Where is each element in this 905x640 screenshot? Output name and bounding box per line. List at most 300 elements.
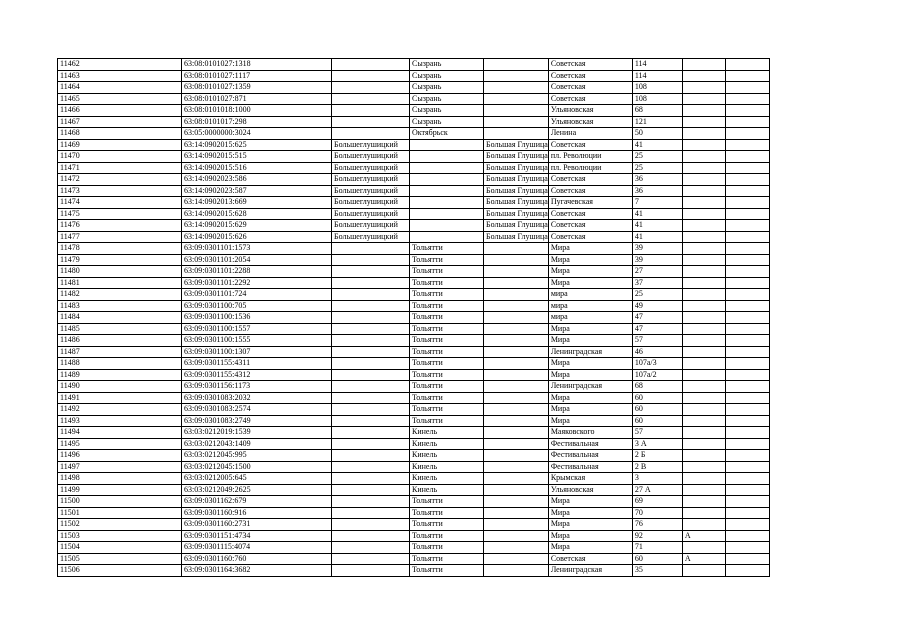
street-cell: Мира — [548, 496, 632, 508]
extra-cell — [725, 484, 769, 496]
city-cell — [410, 174, 484, 186]
cadastral-number-cell: 63:14:0902023:587 — [182, 185, 332, 197]
building-letter-cell — [682, 128, 725, 140]
city-cell: Тольятти — [410, 565, 484, 577]
cadastral-number-cell: 63:09:0301100:1557 — [182, 323, 332, 335]
row-number-cell: 11465 — [58, 93, 182, 105]
street-cell: Мира — [548, 243, 632, 255]
cadastral-number-cell: 63:09:0301101:2292 — [182, 277, 332, 289]
cadastral-number-cell: 63:14:0902013:669 — [182, 197, 332, 209]
cadastral-number-cell: 63:09:0301164:3682 — [182, 565, 332, 577]
house-number-cell: 107а/3 — [632, 358, 682, 370]
city-cell: Сызрань — [410, 59, 484, 71]
settlement-cell: Большая Глушица — [484, 220, 549, 232]
cadastral-number-cell: 63:08:0101027:1359 — [182, 82, 332, 94]
table-row — [58, 220, 770, 232]
city-cell: Тольятти — [410, 323, 484, 335]
district-cell — [332, 277, 410, 289]
city-cell: Сызрань — [410, 105, 484, 117]
extra-cell — [725, 427, 769, 439]
extra-cell — [725, 473, 769, 485]
settlement-cell — [484, 128, 549, 140]
extra-cell — [725, 116, 769, 128]
table-row — [58, 59, 770, 71]
cadastral-number-cell: 63:09:0301160:2731 — [182, 519, 332, 531]
district-cell — [332, 438, 410, 450]
building-letter-cell — [682, 323, 725, 335]
table-row — [58, 542, 770, 554]
settlement-cell — [484, 392, 549, 404]
street-cell: пл. Революции — [548, 151, 632, 163]
settlement-cell — [484, 507, 549, 519]
row-number-cell: 11480 — [58, 266, 182, 278]
cadastral-number-cell: 63:08:0101027:1318 — [182, 59, 332, 71]
settlement-cell — [484, 289, 549, 301]
district-cell — [332, 369, 410, 381]
extra-cell — [725, 461, 769, 473]
house-number-cell: 25 — [632, 289, 682, 301]
cadastral-number-cell: 63:09:0301101:1573 — [182, 243, 332, 255]
extra-cell — [725, 496, 769, 508]
city-cell: Тольятти — [410, 254, 484, 266]
building-letter-cell — [682, 70, 725, 82]
row-number-cell: 11469 — [58, 139, 182, 151]
settlement-cell — [484, 116, 549, 128]
building-letter-cell — [682, 116, 725, 128]
house-number-cell: 2 Б — [632, 450, 682, 462]
row-number-cell: 11467 — [58, 116, 182, 128]
building-letter-cell — [682, 335, 725, 347]
table-row — [58, 450, 770, 462]
city-cell: Тольятти — [410, 346, 484, 358]
row-number-cell: 11470 — [58, 151, 182, 163]
extra-cell — [725, 404, 769, 416]
extra-cell — [725, 128, 769, 140]
street-cell: Мира — [548, 335, 632, 347]
street-cell: Ленина — [548, 128, 632, 140]
table-row — [58, 553, 770, 565]
table-row — [58, 289, 770, 301]
extra-cell — [725, 59, 769, 71]
row-number-cell: 11493 — [58, 415, 182, 427]
city-cell: Тольятти — [410, 530, 484, 542]
cadastral-number-cell: 63:14:0902023:586 — [182, 174, 332, 186]
building-letter-cell — [682, 450, 725, 462]
extra-cell — [725, 300, 769, 312]
settlement-cell — [484, 369, 549, 381]
settlement-cell — [484, 565, 549, 577]
extra-cell — [725, 369, 769, 381]
table-row — [58, 254, 770, 266]
settlement-cell — [484, 105, 549, 117]
extra-cell — [725, 220, 769, 232]
row-number-cell: 11474 — [58, 197, 182, 209]
row-number-cell: 11494 — [58, 427, 182, 439]
table-row — [58, 231, 770, 243]
cadastral-number-cell: 63:03:0212049:2625 — [182, 484, 332, 496]
house-number-cell: 70 — [632, 507, 682, 519]
district-cell — [332, 427, 410, 439]
table-row — [58, 507, 770, 519]
settlement-cell — [484, 254, 549, 266]
row-number-cell: 11478 — [58, 243, 182, 255]
row-number-cell: 11501 — [58, 507, 182, 519]
district-cell — [332, 553, 410, 565]
district-cell: Большеглушицкий — [332, 162, 410, 174]
cadastral-number-cell: 63:09:0301100:1555 — [182, 335, 332, 347]
district-cell — [332, 392, 410, 404]
cadastral-number-cell: 63:09:0301160:760 — [182, 553, 332, 565]
row-number-cell: 11481 — [58, 277, 182, 289]
table-row — [58, 565, 770, 577]
house-number-cell: 3 А — [632, 438, 682, 450]
table-row — [58, 174, 770, 186]
table-row — [58, 323, 770, 335]
extra-cell — [725, 542, 769, 554]
settlement-cell: Большая Глушица — [484, 185, 549, 197]
district-cell — [332, 82, 410, 94]
row-number-cell: 11499 — [58, 484, 182, 496]
house-number-cell: 68 — [632, 105, 682, 117]
settlement-cell — [484, 404, 549, 416]
house-number-cell: 60 — [632, 392, 682, 404]
district-cell — [332, 404, 410, 416]
building-letter-cell: А — [682, 530, 725, 542]
city-cell: Октябрьск — [410, 128, 484, 140]
street-cell: Советская — [548, 93, 632, 105]
city-cell: Кинель — [410, 427, 484, 439]
district-cell — [332, 358, 410, 370]
cadastral-number-cell: 63:03:0212005:645 — [182, 473, 332, 485]
cadastral-number-cell: 63:08:0101018:1000 — [182, 105, 332, 117]
row-number-cell: 11495 — [58, 438, 182, 450]
city-cell: Тольятти — [410, 312, 484, 324]
city-cell: Тольятти — [410, 369, 484, 381]
building-letter-cell — [682, 381, 725, 393]
district-cell — [332, 289, 410, 301]
table-row — [58, 312, 770, 324]
building-letter-cell — [682, 300, 725, 312]
cadastral-number-cell: 63:09:0301162:679 — [182, 496, 332, 508]
settlement-cell — [484, 484, 549, 496]
district-cell — [332, 461, 410, 473]
table-row — [58, 128, 770, 140]
extra-cell — [725, 197, 769, 209]
extra-cell — [725, 70, 769, 82]
street-cell: Советская — [548, 139, 632, 151]
district-cell: Большеглушицкий — [332, 185, 410, 197]
table-row — [58, 369, 770, 381]
table-row — [58, 392, 770, 404]
house-number-cell: 3 — [632, 473, 682, 485]
extra-cell — [725, 266, 769, 278]
row-number-cell: 11466 — [58, 105, 182, 117]
house-number-cell: 36 — [632, 174, 682, 186]
cadastral-number-cell: 63:03:0212019:1539 — [182, 427, 332, 439]
table-row — [58, 266, 770, 278]
house-number-cell: 25 — [632, 162, 682, 174]
row-number-cell: 11473 — [58, 185, 182, 197]
street-cell: Советская — [548, 208, 632, 220]
row-number-cell: 11504 — [58, 542, 182, 554]
building-letter-cell — [682, 59, 725, 71]
district-cell — [332, 59, 410, 71]
street-cell: Маяковского — [548, 427, 632, 439]
street-cell: Ленинградская — [548, 565, 632, 577]
house-number-cell: 25 — [632, 151, 682, 163]
cadastral-number-cell: 63:03:0212045:1500 — [182, 461, 332, 473]
settlement-cell — [484, 519, 549, 531]
table-row — [58, 197, 770, 209]
settlement-cell — [484, 277, 549, 289]
building-letter-cell — [682, 105, 725, 117]
table-row — [58, 461, 770, 473]
building-letter-cell — [682, 496, 725, 508]
city-cell: Тольятти — [410, 542, 484, 554]
settlement-cell — [484, 381, 549, 393]
house-number-cell: 68 — [632, 381, 682, 393]
house-number-cell: 108 — [632, 82, 682, 94]
extra-cell — [725, 231, 769, 243]
settlement-cell — [484, 312, 549, 324]
city-cell — [410, 220, 484, 232]
district-cell — [332, 484, 410, 496]
extra-cell — [725, 254, 769, 266]
table-body — [58, 59, 770, 577]
cadastral-number-cell: 63:05:0000000:3024 — [182, 128, 332, 140]
district-cell — [332, 335, 410, 347]
cadastral-number-cell: 63:09:0301151:4734 — [182, 530, 332, 542]
street-cell: мира — [548, 289, 632, 301]
city-cell: Тольятти — [410, 519, 484, 531]
district-cell — [332, 323, 410, 335]
street-cell: Советская — [548, 70, 632, 82]
table-row — [58, 82, 770, 94]
street-cell: Мира — [548, 277, 632, 289]
registry-table — [57, 58, 770, 577]
row-number-cell: 11488 — [58, 358, 182, 370]
house-number-cell: 39 — [632, 243, 682, 255]
cadastral-number-cell: 63:14:0902015:629 — [182, 220, 332, 232]
extra-cell — [725, 312, 769, 324]
district-cell: Большеглушицкий — [332, 139, 410, 151]
street-cell: мира — [548, 300, 632, 312]
city-cell: Сызрань — [410, 82, 484, 94]
building-letter-cell — [682, 151, 725, 163]
table-row — [58, 519, 770, 531]
settlement-cell — [484, 553, 549, 565]
city-cell: Кинель — [410, 438, 484, 450]
settlement-cell — [484, 93, 549, 105]
table-row — [58, 139, 770, 151]
building-letter-cell: А — [682, 553, 725, 565]
house-number-cell: 114 — [632, 70, 682, 82]
city-cell: Тольятти — [410, 300, 484, 312]
building-letter-cell — [682, 208, 725, 220]
district-cell — [332, 496, 410, 508]
table-row — [58, 496, 770, 508]
house-number-cell: 60 — [632, 404, 682, 416]
table-row — [58, 116, 770, 128]
settlement-cell — [484, 243, 549, 255]
row-number-cell: 11477 — [58, 231, 182, 243]
settlement-cell: Большая Глушица — [484, 231, 549, 243]
row-number-cell: 11502 — [58, 519, 182, 531]
settlement-cell — [484, 70, 549, 82]
district-cell — [332, 542, 410, 554]
street-cell: Пугачевская — [548, 197, 632, 209]
district-cell — [332, 565, 410, 577]
building-letter-cell — [682, 220, 725, 232]
building-letter-cell — [682, 565, 725, 577]
house-number-cell: 41 — [632, 208, 682, 220]
row-number-cell: 11487 — [58, 346, 182, 358]
row-number-cell: 11482 — [58, 289, 182, 301]
settlement-cell — [484, 450, 549, 462]
street-cell: Мира — [548, 392, 632, 404]
street-cell: Мира — [548, 519, 632, 531]
house-number-cell: 71 — [632, 542, 682, 554]
city-cell — [410, 197, 484, 209]
extra-cell — [725, 289, 769, 301]
house-number-cell: 69 — [632, 496, 682, 508]
street-cell: Фестивальная — [548, 438, 632, 450]
extra-cell — [725, 565, 769, 577]
city-cell: Тольятти — [410, 496, 484, 508]
table-row — [58, 530, 770, 542]
building-letter-cell — [682, 254, 725, 266]
settlement-cell — [484, 542, 549, 554]
street-cell: Советская — [548, 231, 632, 243]
street-cell: пл. Революции — [548, 162, 632, 174]
settlement-cell — [484, 266, 549, 278]
city-cell: Кинель — [410, 461, 484, 473]
settlement-cell — [484, 82, 549, 94]
district-cell: Большеглушицкий — [332, 174, 410, 186]
settlement-cell — [484, 415, 549, 427]
district-cell — [332, 93, 410, 105]
table-row — [58, 358, 770, 370]
building-letter-cell — [682, 438, 725, 450]
building-letter-cell — [682, 507, 725, 519]
district-cell — [332, 450, 410, 462]
table-row — [58, 381, 770, 393]
street-cell: Мира — [548, 369, 632, 381]
house-number-cell: 107а/2 — [632, 369, 682, 381]
house-number-cell: 36 — [632, 185, 682, 197]
city-cell: Тольятти — [410, 277, 484, 289]
building-letter-cell — [682, 93, 725, 105]
district-cell — [332, 415, 410, 427]
settlement-cell — [484, 496, 549, 508]
building-letter-cell — [682, 519, 725, 531]
street-cell: Мира — [548, 254, 632, 266]
settlement-cell: Большая Глушица — [484, 151, 549, 163]
extra-cell — [725, 519, 769, 531]
row-number-cell: 11489 — [58, 369, 182, 381]
district-cell — [332, 70, 410, 82]
table-row — [58, 93, 770, 105]
cadastral-number-cell: 63:09:0301101:2288 — [182, 266, 332, 278]
district-cell: Большеглушицкий — [332, 208, 410, 220]
street-cell: Мира — [548, 415, 632, 427]
settlement-cell — [484, 473, 549, 485]
house-number-cell: 7 — [632, 197, 682, 209]
street-cell: мира — [548, 312, 632, 324]
cadastral-number-cell: 63:14:0902015:628 — [182, 208, 332, 220]
district-cell: Большеглушицкий — [332, 151, 410, 163]
cadastral-number-cell: 63:09:0301155:4311 — [182, 358, 332, 370]
city-cell: Тольятти — [410, 415, 484, 427]
settlement-cell: Большая Глушица — [484, 197, 549, 209]
cadastral-number-cell: 63:09:0301100:1536 — [182, 312, 332, 324]
street-cell: Мира — [548, 404, 632, 416]
extra-cell — [725, 358, 769, 370]
building-letter-cell — [682, 312, 725, 324]
building-letter-cell — [682, 162, 725, 174]
district-cell — [332, 312, 410, 324]
city-cell: Тольятти — [410, 358, 484, 370]
street-cell: Фестивальная — [548, 450, 632, 462]
row-number-cell: 11472 — [58, 174, 182, 186]
city-cell: Тольятти — [410, 335, 484, 347]
cadastral-number-cell: 63:14:0902015:626 — [182, 231, 332, 243]
building-letter-cell — [682, 427, 725, 439]
table-row — [58, 162, 770, 174]
district-cell — [332, 266, 410, 278]
row-number-cell: 11500 — [58, 496, 182, 508]
settlement-cell — [484, 530, 549, 542]
street-cell: Мира — [548, 542, 632, 554]
extra-cell — [725, 151, 769, 163]
house-number-cell: 37 — [632, 277, 682, 289]
house-number-cell: 121 — [632, 116, 682, 128]
settlement-cell — [484, 461, 549, 473]
house-number-cell: 2 В — [632, 461, 682, 473]
street-cell: Советская — [548, 82, 632, 94]
cadastral-number-cell: 63:08:0101027:1117 — [182, 70, 332, 82]
house-number-cell: 57 — [632, 427, 682, 439]
street-cell: Советская — [548, 220, 632, 232]
street-cell: Мира — [548, 530, 632, 542]
row-number-cell: 11505 — [58, 553, 182, 565]
house-number-cell: 60 — [632, 415, 682, 427]
cadastral-number-cell: 63:09:0301156:1173 — [182, 381, 332, 393]
settlement-cell — [484, 335, 549, 347]
table-row — [58, 404, 770, 416]
street-cell: Мира — [548, 323, 632, 335]
city-cell: Тольятти — [410, 381, 484, 393]
building-letter-cell — [682, 197, 725, 209]
cadastral-number-cell: 63:03:0212045:995 — [182, 450, 332, 462]
row-number-cell: 11462 — [58, 59, 182, 71]
street-cell: Советская — [548, 59, 632, 71]
settlement-cell — [484, 323, 549, 335]
extra-cell — [725, 415, 769, 427]
settlement-cell: Большая Глушица — [484, 174, 549, 186]
row-number-cell: 11464 — [58, 82, 182, 94]
house-number-cell: 41 — [632, 139, 682, 151]
extra-cell — [725, 139, 769, 151]
city-cell: Тольятти — [410, 392, 484, 404]
city-cell — [410, 208, 484, 220]
extra-cell — [725, 335, 769, 347]
row-number-cell: 11463 — [58, 70, 182, 82]
house-number-cell: 27 — [632, 266, 682, 278]
table-row — [58, 415, 770, 427]
street-cell: Фестивальная — [548, 461, 632, 473]
table-row — [58, 427, 770, 439]
